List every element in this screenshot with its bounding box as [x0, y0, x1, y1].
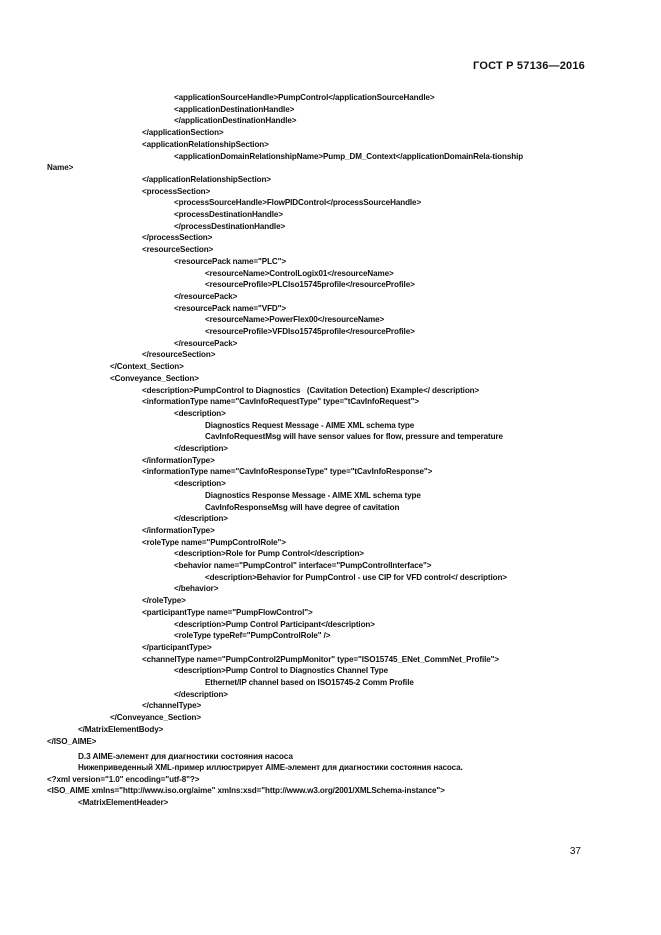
section-heading: D.3 AIME-элемент для диагностики состояния насоса: [78, 751, 293, 762]
document-line: </processDestinationHandle>: [174, 221, 286, 231]
document-line: </behavior>: [174, 584, 219, 594]
document-line: </Context_Section>: [110, 362, 184, 372]
document-line: </channelType>: [142, 701, 202, 711]
document-line: </description>: [174, 444, 228, 453]
standard-designation: ГОСТ Р 57136—2016: [473, 60, 585, 72]
document-line: <description>Role for Pump Control</description>: [174, 549, 364, 559]
document-line: <participantType name="PumpFlowControl">: [142, 607, 313, 617]
document-line: </processSection>: [142, 233, 213, 243]
document-line: </informationType>: [142, 525, 215, 535]
document-line: <resourceName>PowerFlex00</resourceName>: [205, 315, 385, 325]
document-line: <description>: [174, 479, 226, 489]
document-line: <processSection>: [142, 186, 211, 196]
document-line: <roleType typeRef="PumpControlRole" />: [174, 631, 331, 641]
document-line: Нижеприведенный XML-пример иллюстрирует AIME-элемент для диагностики состояния насоса.: [78, 762, 463, 772]
document-line: Ethernet/IP channel based on ISO15745-2 Comm Profile: [205, 678, 414, 687]
document-line: <resourceProfile>VFDIso15745profile</resourceProfile>: [205, 327, 415, 336]
document-line: <applicationDomainRelationshipName>Pump_DM_Context</applicationDomainRela-tionship: [174, 151, 524, 161]
document-line: CavInfoRequestMsg will have sensor values for flow, pressure and temperature: [205, 432, 503, 442]
document-line: <behavior name="PumpControl" interface="PumpControlInterface">: [174, 561, 432, 570]
document-line: Diagnostics Response Message - AIME XML schema type: [205, 490, 421, 500]
document-line: Name>: [47, 163, 74, 173]
document-line: </roleType>: [142, 596, 186, 606]
document-line: </participantType>: [142, 642, 212, 652]
document-line: <?xml version="1.0" encoding="utf-8"?>: [47, 774, 200, 784]
document-line: <processDestinationHandle>: [174, 210, 283, 219]
document-line: Diagnostics Request Message - AIME XML schema type: [205, 420, 415, 430]
document-line: <description>: [174, 408, 226, 418]
document-line: <applicationSourceHandle>PumpControl</applicationSourceHandle>: [174, 93, 435, 102]
page-number: 37: [569, 846, 581, 857]
document-line: <resourceName>ControlLogix01</resourceName>: [205, 268, 394, 278]
document-line: <description>Pump Control Participant</description>: [174, 619, 375, 629]
document-line: <resourcePack name="PLC">: [174, 256, 287, 266]
document-line: <resourceSection>: [142, 245, 214, 255]
document-line: </resourcePack>: [174, 291, 238, 301]
document-line: CavInfoResponseMsg will have degree of cavitation: [205, 502, 400, 512]
document-line: </applicationDestinationHandle>: [174, 116, 297, 126]
document-line: <processSourceHandle>FlowPIDControl</processSourceHandle>: [174, 198, 422, 208]
document-line: <description>PumpControl to Diagnostics (Cavitation Detection) Example</ description>: [142, 385, 480, 395]
document-line: </description>: [174, 514, 228, 524]
document-line: </description>: [174, 689, 228, 699]
document-line: </MatrixElementBody>: [78, 724, 164, 734]
document-line: </ISO_AIME>: [47, 736, 97, 746]
document-line: <description>Pump Control to Diagnostics Channel Type: [174, 666, 389, 676]
document-line: <informationType name="CavInfoResponseType" type="tCavInfoResponse">: [142, 467, 433, 477]
document-line: <roleType name="PumpControlRole">: [142, 537, 286, 547]
document-line: <description>Behavior for PumpControl - use CIP for VFD control</ description>: [205, 572, 507, 582]
document-line: <channelType name="PumpControl2PumpMonitor" type="ISO15745_ENet_CommNet_Profile">: [142, 654, 500, 664]
document-line: </resourcePack>: [174, 338, 238, 348]
document-line: <ISO_AIME xmlns="http://www.iso.org/aime" xmlns:xsd="http://www.w3.org/2001/XMLSchema-instance">: [47, 786, 445, 796]
document-line: <resourcePack name="VFD">: [174, 303, 287, 313]
document-line: <MatrixElementHeader>: [78, 798, 169, 807]
document-line: </informationType>: [142, 455, 215, 465]
document-line: <resourceProfile>PLCIso15745profile</resourceProfile>: [205, 280, 415, 290]
document-line: </Conveyance_Section>: [110, 713, 202, 723]
document-line: </resourceSection>: [142, 350, 216, 360]
document-line: <informationType name="CavInfoRequestType" type="tCavInfoRequest">: [142, 397, 419, 407]
document-line: <applicationRelationshipSection>: [142, 139, 269, 149]
document-line: <applicationDestinationHandle>: [174, 104, 295, 114]
document-line: </applicationSection>: [142, 128, 224, 138]
document-line: <Conveyance_Section>: [110, 373, 199, 383]
document-line: </applicationRelationshipSection>: [142, 174, 271, 184]
